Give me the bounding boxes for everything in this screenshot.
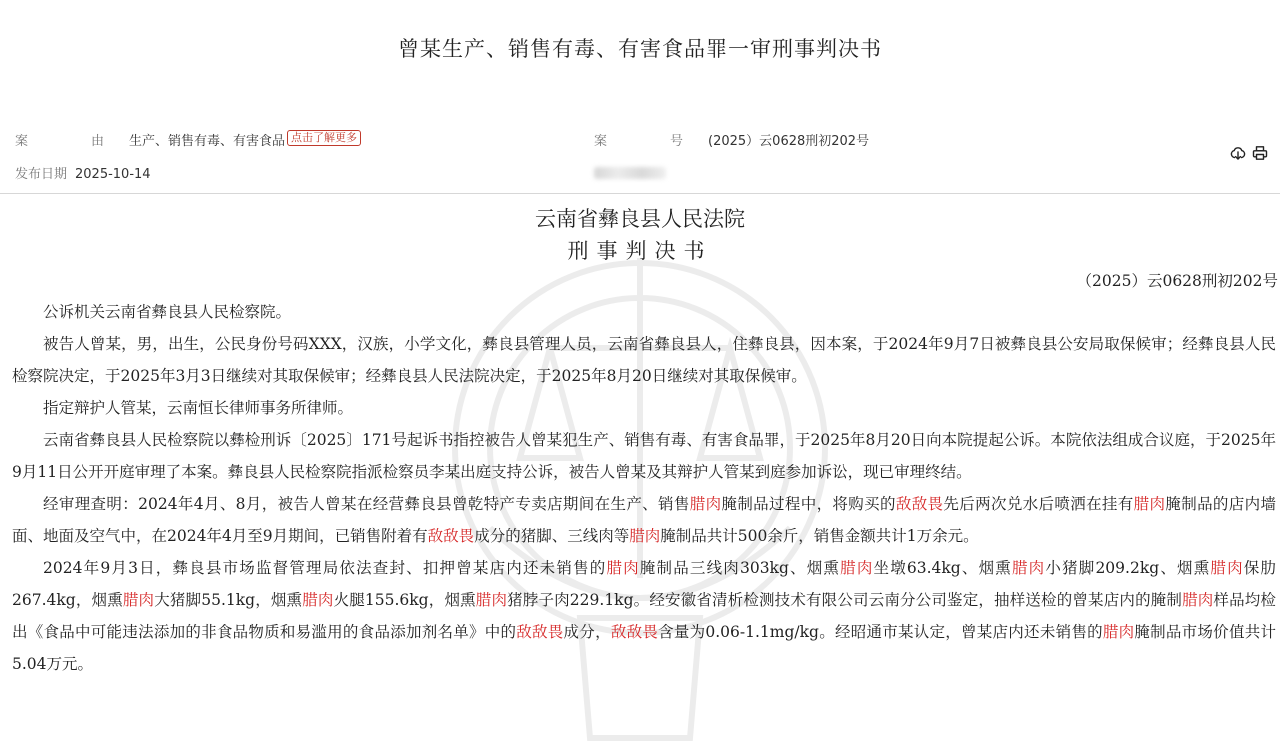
- paragraph-text: 小猪脚209.2kg、烟熏: [1045, 559, 1211, 577]
- paragraph: [0, 296, 1280, 328]
- highlighted-term: 腊肉: [1182, 591, 1214, 609]
- page-title: 曾某生产、销售有毒、有害食品罪一审刑事判决书: [398, 37, 882, 61]
- learn-more-link[interactable]: 点击了解更多: [287, 130, 361, 146]
- paragraph-text: 云南省彝良县人民检察院以彝检刑诉〔2025〕171号起诉书指控被告人曾某犯生产、销售有毒、有害食品罪，于2025年8月20日向本院提起公诉。本院依法组成合议庭，于2025年9月11日公开开庭审理了本案。彝良县人民检察院指派检察员李某出庭支持公诉，被告人曾某及其辩护人管某到庭参加诉讼，现已审理终结。: [12, 431, 1276, 481]
- paragraph-text: 指定辩护人管某，云南恒长律师事务所律师。: [43, 399, 354, 417]
- highlighted-term: 腊肉: [840, 559, 874, 577]
- highlighted-term: 腊肉: [475, 591, 508, 609]
- paragraph-text: 腌制品共计500余斤，销售金额共计1万余元。: [660, 527, 979, 545]
- paragraph-text: 腌制品的店内墙面、地面及空气中，在2024年4月至9月期间，已销售附着有: [12, 495, 1276, 545]
- paragraph-text: 猪脖子肉229.1kg。经安徽省清析检测技术有限公司云南分公司鉴定，抽样送检的曾某店内的腌制: [507, 591, 1183, 609]
- paragraph-text: 坐墩63.4kg、烟熏: [873, 559, 1012, 577]
- court-name: 云南省彝良县人民法院: [535, 207, 745, 231]
- case-number-value: (2025）云0628刑初202号: [708, 134, 870, 149]
- paragraph-text: 公诉机关云南省彝良县人民检察院。: [43, 303, 292, 321]
- paragraph-text: 2024年9月3日，彝良县市场监督管理局依法查封、扣押曾某店内还未销售的: [43, 559, 607, 577]
- highlighted-term: 腊肉: [1102, 623, 1135, 641]
- judgment-document: [0, 200, 1280, 680]
- case-number-label: 案 号: [594, 134, 709, 149]
- publish-date: [15, 163, 151, 182]
- highlighted-term: 腊肉: [302, 591, 334, 609]
- document-case-number: （2025）云0628刑初202号: [1076, 272, 1278, 290]
- paragraph-text: 腌制品过程中，将购买的: [721, 495, 896, 513]
- header-divider: [0, 193, 1280, 194]
- highlighted-term: 腊肉: [1011, 559, 1046, 577]
- case-cause-value: 生产、销售有毒、有害食品: [129, 134, 286, 149]
- highlighted-term: 敌敌畏: [895, 495, 944, 513]
- redacted-field: [594, 167, 666, 179]
- paragraph-text: 大猪脚55.1kg，烟熏: [154, 591, 303, 609]
- toolbar: [1230, 145, 1268, 161]
- paragraph-text: 样品均检出《食品中可能违法添加的非食品物质和易滥用的食品添加剂名单》中的: [12, 591, 1276, 641]
- print-icon[interactable]: [1252, 145, 1268, 161]
- highlighted-term: 敌敌畏: [516, 623, 564, 641]
- highlighted-term: 敌敌畏: [610, 623, 659, 641]
- publish-date-label: 发布日期: [15, 167, 68, 182]
- paragraph-text: 被告人曾某，男，出生，公民身份号码XXX，汉族，小学文化，彝良县管理人员，云南省彝良县人，住彝良县，因本案，于2024年9月7日被彝良县公安局取保候审；经彝良县人民检察院决定，于2025年3月3日继续对其取保候审；经彝良县人民法院决定，于2025年8月20日继续对其取保候审。: [12, 335, 1276, 385]
- paragraph: [0, 552, 1280, 680]
- paragraph-text: 成分，: [563, 623, 611, 641]
- paragraph-text: 经审理查明：2024年4月、8月，被告人曾某在经营彝良县曾乾特产专卖店期间在生产、销售: [43, 495, 690, 513]
- highlighted-term: 腊肉: [1133, 495, 1166, 513]
- paragraph-text: 保肋267.4kg，烟熏: [12, 559, 1276, 609]
- highlighted-term: 腊肉: [689, 495, 722, 513]
- paragraph-text: 先后两次兑水后喷洒在挂有: [943, 495, 1134, 513]
- paragraph: [0, 488, 1280, 552]
- document-body: [0, 296, 1280, 680]
- publish-date-value: 2025-10-14: [75, 167, 151, 182]
- case-cause: [15, 130, 361, 150]
- paragraph: [0, 392, 1280, 424]
- highlighted-term: 腊肉: [606, 559, 640, 577]
- highlighted-term: 腊肉: [1210, 559, 1244, 577]
- highlighted-term: 腊肉: [629, 527, 661, 545]
- document-type: 刑事判决书: [567, 239, 713, 263]
- paragraph-text: 腌制品市场价值共计5.04万元。: [12, 623, 1276, 673]
- paragraph: [0, 424, 1280, 488]
- highlighted-term: 敌敌畏: [427, 527, 475, 545]
- paragraph-text: 腌制品三线肉303kg、烟熏: [639, 559, 841, 577]
- case-cause-label: 案 由: [15, 134, 130, 149]
- case-number-meta: [594, 130, 869, 149]
- paragraph-text: 含量为0.06-1.1mg/kg。经昭通市某认定，曾某店内还未销售的: [658, 623, 1103, 641]
- highlighted-term: 腊肉: [122, 591, 155, 609]
- paragraph-text: 成分的猪脚、三线肉等: [474, 527, 630, 545]
- paragraph: [0, 328, 1280, 392]
- paragraph-text: 火腿155.6kg，烟熏: [333, 591, 476, 609]
- download-icon[interactable]: [1230, 145, 1246, 161]
